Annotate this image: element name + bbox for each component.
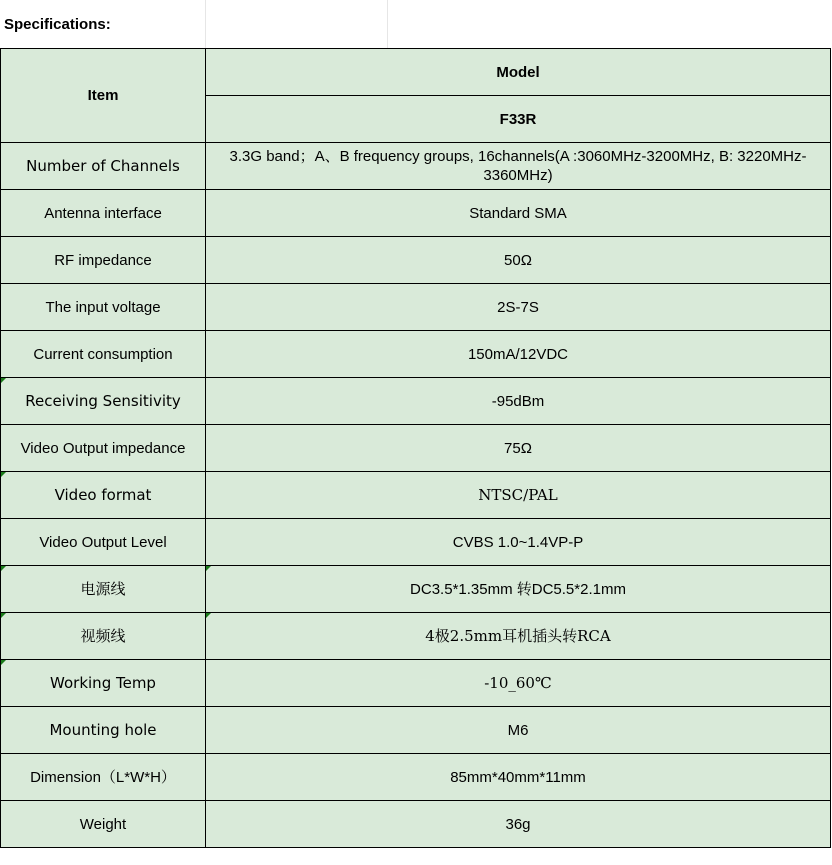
row-value: DC3.5*1.35mm 转DC5.5*2.1mm	[206, 566, 831, 613]
row-label: Video Output impedance	[1, 425, 206, 472]
table-row	[1, 801, 831, 848]
row-label: The input voltage	[1, 284, 206, 331]
spec-table	[0, 48, 831, 848]
row-value: -10_60℃	[206, 660, 831, 707]
row-label: Dimension（L*W*H）	[1, 754, 206, 801]
row-label: 视频线	[1, 613, 206, 660]
row-value: 50Ω	[206, 237, 831, 284]
row-value: 36g	[206, 801, 831, 848]
row-value: 4极2.5mm耳机插头转RCA	[206, 613, 831, 660]
row-label: Antenna interface	[1, 190, 206, 237]
row-label: RF impedance	[1, 237, 206, 284]
row-value: 75Ω	[206, 425, 831, 472]
top-cell-2	[206, 0, 388, 48]
row-value: CVBS 1.0~1.4VP-P	[206, 519, 831, 566]
row-label: Receiving Sensitivity	[1, 378, 206, 425]
row-value: 85mm*40mm*11mm	[206, 754, 831, 801]
table-row	[1, 707, 831, 754]
row-value: 150mA/12VDC	[206, 331, 831, 378]
top-bar	[0, 0, 832, 48]
table-row	[1, 331, 831, 378]
row-label: Current consumption	[1, 331, 206, 378]
row-value: Standard SMA	[206, 190, 831, 237]
table-row	[1, 519, 831, 566]
table-row	[1, 284, 831, 331]
table-row	[1, 472, 831, 519]
row-label: 电源线	[1, 566, 206, 613]
row-value: -95dBm	[206, 378, 831, 425]
table-row	[1, 237, 831, 284]
row-label: Number of Channels	[1, 143, 206, 190]
table-header-row	[1, 49, 831, 96]
page-title: Specifications:	[4, 16, 111, 33]
row-label: Mounting hole	[1, 707, 206, 754]
row-label: Video Output Level	[1, 519, 206, 566]
header-item: Item	[1, 49, 206, 143]
row-value: M6	[206, 707, 831, 754]
table-row	[1, 378, 831, 425]
row-value: 2S-7S	[206, 284, 831, 331]
header-model: Model	[206, 49, 831, 96]
table-row	[1, 190, 831, 237]
table-row	[1, 425, 831, 472]
table-row	[1, 754, 831, 801]
table-row	[1, 143, 831, 190]
row-label: Weight	[1, 801, 206, 848]
row-value: NTSC/PAL	[206, 472, 831, 519]
table-row	[1, 660, 831, 707]
table-row	[1, 613, 831, 660]
row-label: Working Temp	[1, 660, 206, 707]
row-value: 3.3G band；A、B frequency groups, 16channels(A :3060MHz-3200MHz, B: 3220MHz-3360MHz)	[206, 143, 831, 190]
table-row	[1, 566, 831, 613]
header-model-name: F33R	[206, 96, 831, 143]
row-label: Video format	[1, 472, 206, 519]
